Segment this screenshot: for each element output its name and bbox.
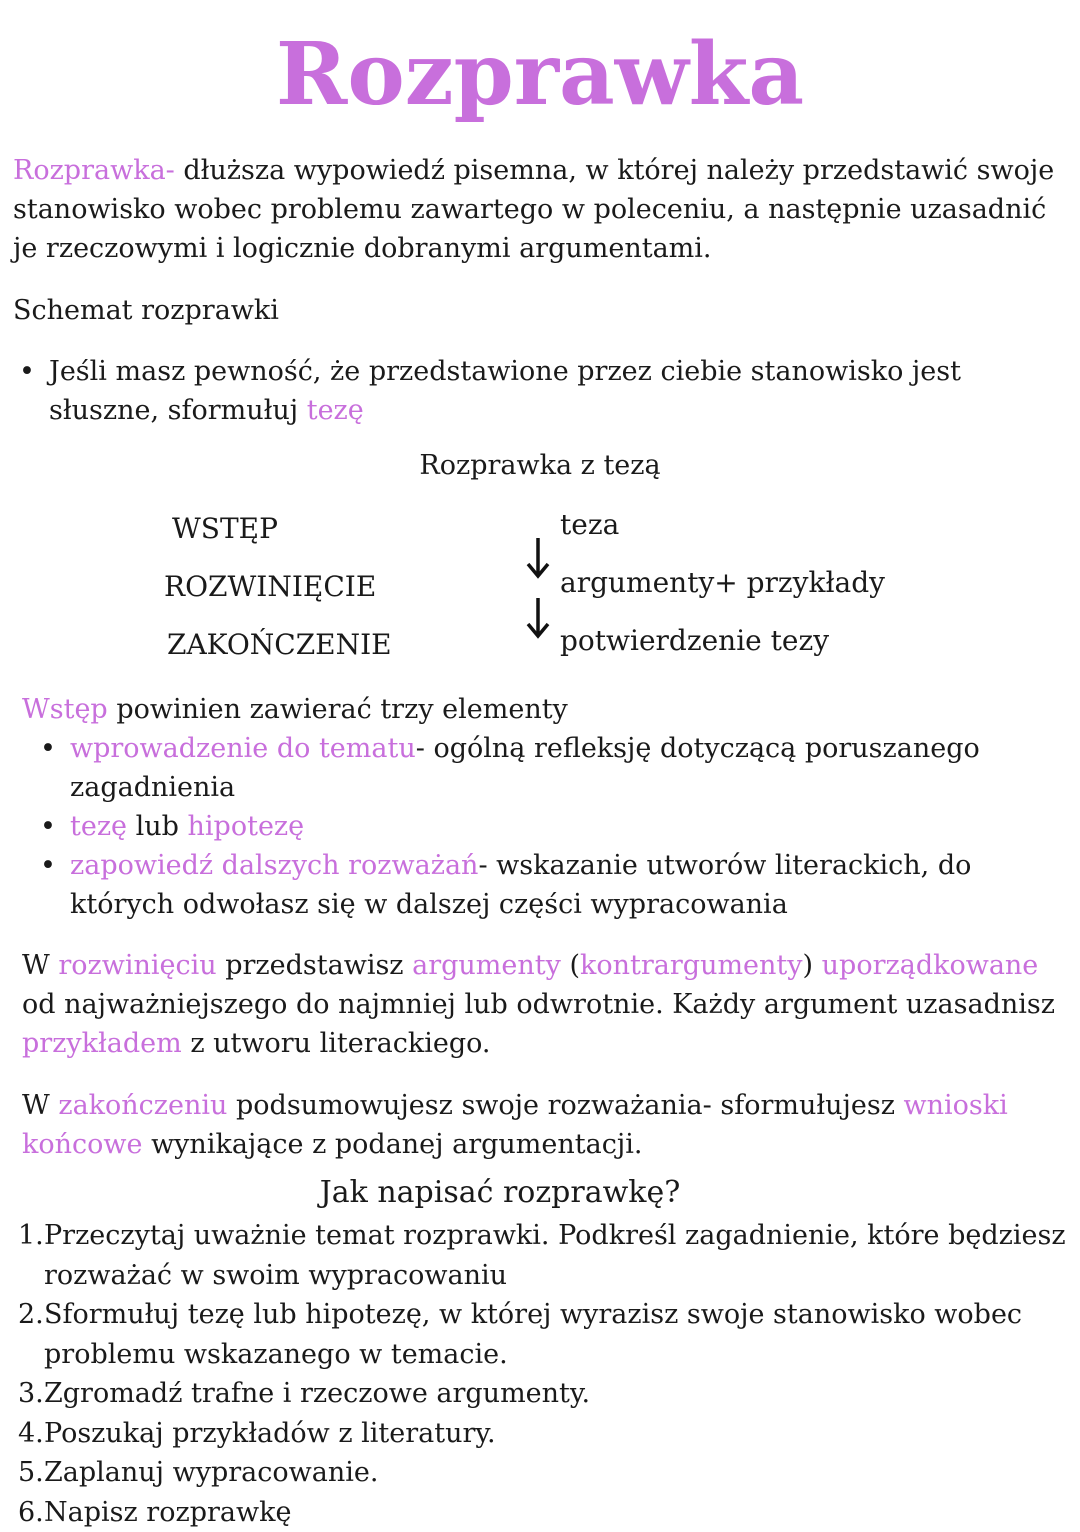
list-item: 3. Zgromadź trafne i rzeczowe argumenty. <box>18 1374 1073 1414</box>
definition-text: dłuższa wypowiedź pisemna, w której należy przedstawić swoje stanowisko wobec problemu zawartego w poleceniu, a następnie uzasadnić je rzeczowymi i logicznie dobranymi argumentami. <box>13 155 1054 264</box>
list-item <box>13 352 1033 430</box>
bullet-text: Jeśli masz pewność, że przedstawione przez ciebie stanowisko jest słuszne, sformułuj <box>49 356 961 426</box>
diagram-value-argumenty: argumenty+ przykłady <box>560 566 885 599</box>
arrow-down-icon <box>522 534 554 582</box>
zakonczenie-paragraph: W zakończeniu podsumowujesz swoje rozważania- sformułujesz wnioski końcowe wynikające z podanej argumentacji. <box>22 1086 1072 1164</box>
diagram-label-wstep: WSTĘP <box>172 512 278 545</box>
bullet-highlight: tezę <box>307 395 364 426</box>
diagram-label-zakonczenie: ZAKOŃCZENIE <box>167 628 392 661</box>
list-item: 5. Zaplanuj wypracowanie. <box>18 1453 1073 1493</box>
arrow-down-icon <box>522 594 554 642</box>
list-item: 1. Przeczytaj uważnie temat rozprawki. Podkreśl zagadnienie, które będziesz rozważać w swoim wypracowaniu <box>18 1216 1073 1295</box>
how-to-heading: Jak napisać rozprawkę? <box>0 1175 1000 1210</box>
schemat-bullet-list <box>13 352 1033 430</box>
wstep-term: Wstęp <box>22 694 108 725</box>
definition-paragraph <box>13 151 1063 268</box>
list-item: • zapowiedź dalszych rozważań- wskazanie utworów literackich, do których odwołasz się w dalszej części wypracowania <box>34 846 1044 924</box>
diagram-value-potwierdzenie: potwierdzenie tezy <box>560 624 829 657</box>
list-item: 4. Poszukaj przykładów z literatury. <box>18 1414 1073 1454</box>
diagram-value-teza: teza <box>560 508 619 541</box>
diagram-label-rozwiniecie: ROZWINIĘCIE <box>164 570 376 603</box>
steps-list <box>18 1216 1073 1532</box>
list-item: 6. Napisz rozprawkę <box>18 1493 1073 1532</box>
list-item: • wprowadzenie do tematu- ogólną refleksję dotyczącą poruszanego zagadnienia <box>34 729 1044 807</box>
definition-term: Rozprawka- <box>13 155 175 186</box>
list-item: 2. Sformułuj tezę lub hipotezę, w której wyrazisz swoje stanowisko wobec problemu wskazanego w temacie. <box>18 1295 1073 1374</box>
wstep-text: powinien zawierać trzy elementy <box>108 694 568 725</box>
schemat-heading: Schemat rozprawki <box>13 291 279 330</box>
page-title: Rozprawka <box>0 28 1080 123</box>
diagram-title: Rozprawka z tezą <box>0 450 1080 481</box>
wstep-paragraph <box>22 690 568 729</box>
rozwiniecie-paragraph: W rozwinięciu przedstawisz argumenty (kontrargumenty) uporządkowane od najważniejszego do najmniej lub odwrotnie. Każdy argument uzasadnisz przykładem z utworu literackiego. <box>22 946 1067 1063</box>
list-item: • tezę lub hipotezę <box>34 807 1044 846</box>
wstep-elements-list <box>34 729 1044 924</box>
